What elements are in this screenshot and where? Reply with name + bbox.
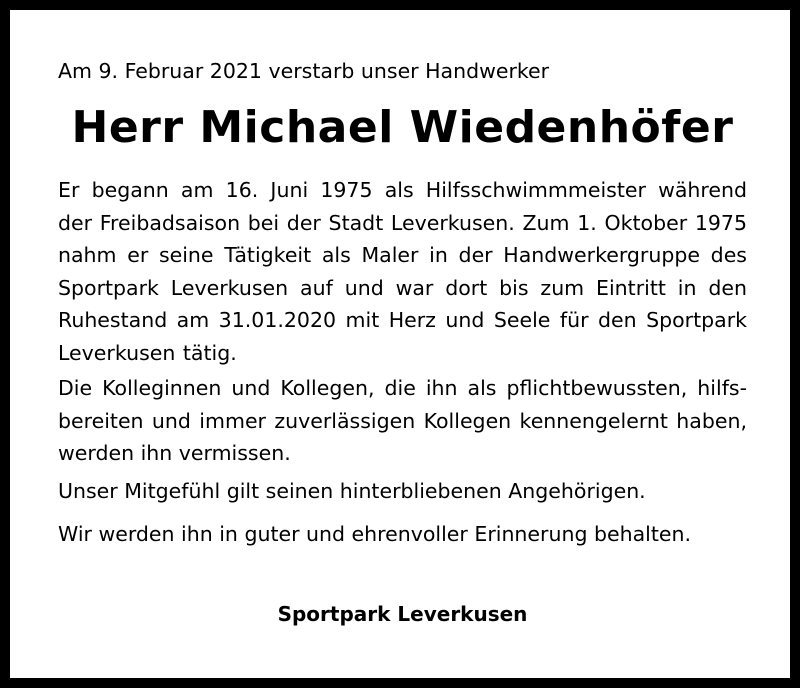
intro-line: Am 9. Februar 2021 verstarb unser Handwerker bbox=[58, 59, 550, 83]
deceased-name: Herr Michael Wiedenhöfer bbox=[71, 102, 734, 153]
career-paragraph: Er begann am 16. Juni 1975 als Hilfsschwimmmeister während der Freibadsaison bei der Stadt Leverkusen. Zum 1. Oktober 1975 nahm er seine Tätigkeit als Maler in der Handwerkergruppe des Sportpark Leverkusen auf und war dort bis zum Eintritt in den Ruhestand am 31.01.2020 mit Herz und Seele für den Sportpark Leverkusen tätig. bbox=[58, 178, 747, 365]
condolence-paragraph: Unser Mitgefühl gilt seinen hinterbliebenen Angehörigen. bbox=[58, 478, 646, 503]
colleagues-paragraph: Die Kolleginnen und Kollegen, die ihn als pflichtbewussten, hilfsbereiten und immer zuverlässigen Kollegen kennengelernt haben, werden ihn vermissen. bbox=[58, 376, 747, 465]
remembrance-paragraph: Wir werden ihn in guter und ehrenvoller Erinnerung behalten. bbox=[58, 522, 692, 546]
signature: Sportpark Leverkusen bbox=[277, 601, 528, 626]
